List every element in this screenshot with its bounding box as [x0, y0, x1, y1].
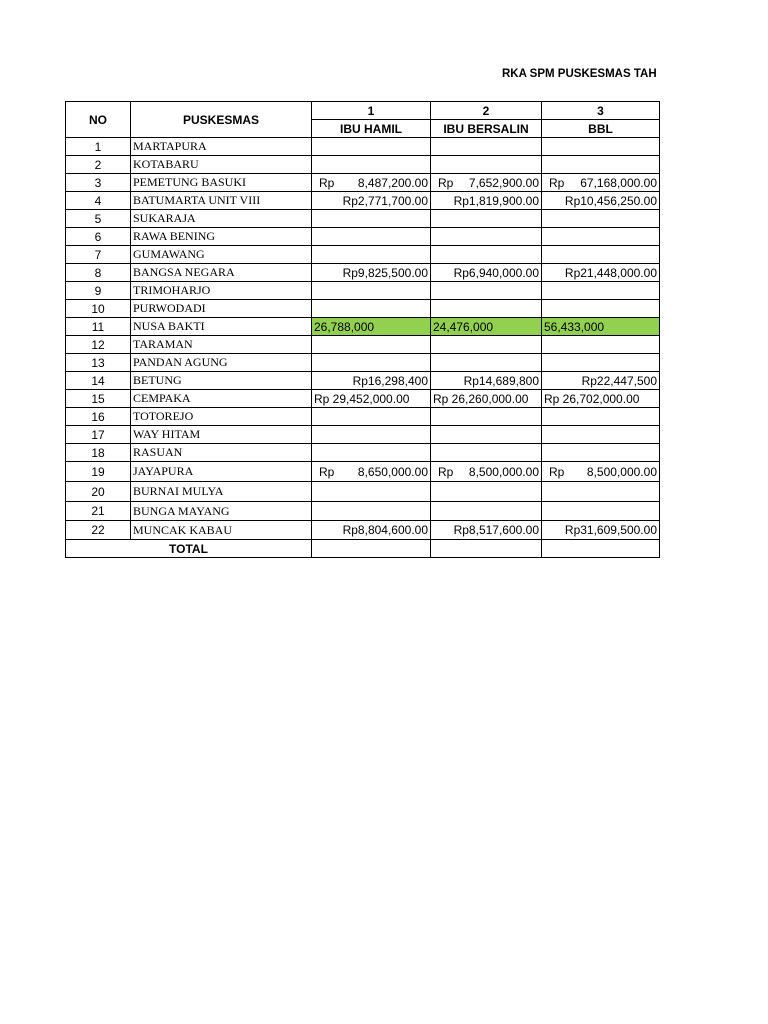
- cell-ibu-hamil: Rp8,804,600.00: [312, 521, 431, 540]
- header-col-number-1: 1: [312, 102, 431, 120]
- cell-ibu-bersalin: Rp14,689,800: [431, 372, 542, 390]
- table-row: [66, 521, 660, 540]
- row-no: 5: [66, 210, 131, 228]
- cell-ibu-hamil: [312, 282, 431, 300]
- cell-ibu-bersalin: [431, 354, 542, 372]
- table-row: [66, 228, 660, 246]
- table-row: [66, 390, 660, 408]
- row-no: 9: [66, 282, 131, 300]
- header-ibu-hamil: IBU HAMIL: [312, 120, 431, 138]
- table-row: [66, 192, 660, 210]
- row-no: 3: [66, 174, 131, 192]
- cell-bbl: [542, 246, 660, 264]
- row-name: MUNCAK KABAU: [131, 521, 312, 540]
- header-no: NO: [66, 102, 131, 138]
- cell-ibu-bersalin: [431, 138, 542, 156]
- table-row: [66, 462, 660, 482]
- row-no: 16: [66, 408, 131, 426]
- cell-bbl: [542, 408, 660, 426]
- cell-bbl: Rp 26,702,000.00: [542, 390, 660, 408]
- currency-label: Rp: [319, 175, 335, 190]
- row-name: KOTABARU: [131, 156, 312, 174]
- row-name: TOTOREJO: [131, 408, 312, 426]
- cell-bbl: [542, 462, 660, 482]
- row-name: BURNAI MULYA: [131, 482, 312, 502]
- row-no: 1: [66, 138, 131, 156]
- cell-ibu-bersalin: [431, 444, 542, 462]
- cell-ibu-hamil: Rp9,825,500.00: [312, 264, 431, 282]
- cell-ibu-bersalin: Rp6,940,000.00: [431, 264, 542, 282]
- row-name: MARTAPURA: [131, 138, 312, 156]
- row-name: GUMAWANG: [131, 246, 312, 264]
- row-no: 8: [66, 264, 131, 282]
- cell-value: 8,487,200.00: [357, 175, 428, 190]
- table-row: [66, 336, 660, 354]
- row-name: TARAMAN: [131, 336, 312, 354]
- row-name: BANGSA NEGARA: [131, 264, 312, 282]
- total-ibu-bersalin: [431, 540, 542, 558]
- row-name: SUKARAJA: [131, 210, 312, 228]
- cell-ibu-hamil: [312, 462, 431, 482]
- row-no: 21: [66, 502, 131, 521]
- cell-ibu-bersalin: [431, 282, 542, 300]
- row-name: JAYAPURA: [131, 462, 312, 482]
- puskesmas-table: [65, 101, 660, 558]
- row-no: 12: [66, 336, 131, 354]
- currency-label: Rp: [438, 175, 454, 190]
- cell-value: 67,168,000.00: [580, 175, 657, 190]
- cell-ibu-hamil: [312, 426, 431, 444]
- table-row: [66, 210, 660, 228]
- row-no: 20: [66, 482, 131, 502]
- cell-ibu-hamil: [312, 174, 431, 192]
- cell-bbl: [542, 282, 660, 300]
- table-row: [66, 156, 660, 174]
- cell-ibu-bersalin: [431, 426, 542, 444]
- cell-bbl: [542, 210, 660, 228]
- cell-ibu-hamil: [312, 482, 431, 502]
- row-no: 18: [66, 444, 131, 462]
- header-ibu-bersalin: IBU BERSALIN: [431, 120, 542, 138]
- cell-ibu-hamil: 26,788,000: [312, 318, 431, 336]
- row-no: 6: [66, 228, 131, 246]
- cell-ibu-bersalin: [431, 462, 542, 482]
- cell-bbl: [542, 336, 660, 354]
- table-row: [66, 408, 660, 426]
- cell-ibu-hamil: [312, 502, 431, 521]
- cell-ibu-hamil: [312, 444, 431, 462]
- cell-bbl: [542, 502, 660, 521]
- row-name: RASUAN: [131, 444, 312, 462]
- table-row: [66, 174, 660, 192]
- sheet-title: RKA SPM PUSKESMAS TAH: [502, 68, 657, 80]
- cell-bbl: [542, 228, 660, 246]
- cell-ibu-hamil: Rp 29,452,000.00: [312, 390, 431, 408]
- row-name: BUNGA MAYANG: [131, 502, 312, 521]
- row-no: 15: [66, 390, 131, 408]
- cell-ibu-bersalin: [431, 174, 542, 192]
- cell-value: 8,500,000.00: [468, 464, 539, 479]
- row-no: 14: [66, 372, 131, 390]
- cell-ibu-hamil: [312, 300, 431, 318]
- header-col-number-3: 3: [542, 102, 660, 120]
- cell-ibu-bersalin: Rp1,819,900.00: [431, 192, 542, 210]
- row-name: RAWA BENING: [131, 228, 312, 246]
- cell-ibu-hamil: [312, 210, 431, 228]
- row-name: PEMETUNG BASUKI: [131, 174, 312, 192]
- row-name: PURWODADI: [131, 300, 312, 318]
- row-name: WAY HITAM: [131, 426, 312, 444]
- row-no: 22: [66, 521, 131, 540]
- total-label: TOTAL: [66, 540, 312, 558]
- cell-ibu-hamil: [312, 336, 431, 354]
- cell-ibu-bersalin: [431, 336, 542, 354]
- row-no: 13: [66, 354, 131, 372]
- cell-ibu-hamil: [312, 246, 431, 264]
- cell-ibu-bersalin: [431, 502, 542, 521]
- cell-value: 7,652,900.00: [468, 175, 539, 190]
- cell-bbl: Rp31,609,500.00: [542, 521, 660, 540]
- row-no: 10: [66, 300, 131, 318]
- currency-label: Rp: [549, 175, 565, 190]
- cell-ibu-bersalin: [431, 246, 542, 264]
- table-row: [66, 502, 660, 521]
- cell-ibu-bersalin: [431, 482, 542, 502]
- cell-ibu-hamil: [312, 354, 431, 372]
- table-row: [66, 138, 660, 156]
- table-row: [66, 282, 660, 300]
- header-col-number-2: 2: [431, 102, 542, 120]
- row-no: 17: [66, 426, 131, 444]
- table-row: [66, 354, 660, 372]
- row-no: 7: [66, 246, 131, 264]
- currency-label: Rp: [438, 464, 454, 479]
- row-name: TRIMOHARJO: [131, 282, 312, 300]
- cell-value: 8,650,000.00: [357, 464, 428, 479]
- cell-bbl: 56,433,000: [542, 318, 660, 336]
- table-row: [66, 444, 660, 462]
- table-row: [66, 372, 660, 390]
- table-row: [66, 246, 660, 264]
- cell-bbl: [542, 426, 660, 444]
- table-row: [66, 482, 660, 502]
- row-name: CEMPAKA: [131, 390, 312, 408]
- cell-value: 8,500,000.00: [586, 464, 657, 479]
- cell-ibu-bersalin: 24,476,000: [431, 318, 542, 336]
- row-no: 19: [66, 462, 131, 482]
- cell-ibu-bersalin: [431, 210, 542, 228]
- cell-ibu-hamil: [312, 228, 431, 246]
- cell-ibu-hamil: [312, 156, 431, 174]
- row-name: BATUMARTA UNIT VIII: [131, 192, 312, 210]
- cell-ibu-hamil: [312, 138, 431, 156]
- row-name: BETUNG: [131, 372, 312, 390]
- cell-bbl: [542, 354, 660, 372]
- cell-ibu-bersalin: [431, 300, 542, 318]
- cell-bbl: [542, 482, 660, 502]
- cell-ibu-bersalin: Rp 26,260,000.00: [431, 390, 542, 408]
- cell-bbl: [542, 300, 660, 318]
- cell-bbl: [542, 138, 660, 156]
- cell-ibu-hamil: Rp2,771,700.00: [312, 192, 431, 210]
- table-row-highlighted: [66, 318, 660, 336]
- cell-ibu-bersalin: [431, 408, 542, 426]
- table-row: [66, 264, 660, 282]
- row-name: NUSA BAKTI: [131, 318, 312, 336]
- cell-ibu-bersalin: [431, 228, 542, 246]
- header-bbl: BBL: [542, 120, 660, 138]
- cell-bbl: [542, 444, 660, 462]
- row-no: 2: [66, 156, 131, 174]
- cell-ibu-bersalin: Rp8,517,600.00: [431, 521, 542, 540]
- row-no: 11: [66, 318, 131, 336]
- table-row: [66, 426, 660, 444]
- total-row: [66, 540, 660, 558]
- cell-bbl: Rp22,447,500: [542, 372, 660, 390]
- row-name: PANDAN AGUNG: [131, 354, 312, 372]
- cell-bbl: Rp21,448,000.00: [542, 264, 660, 282]
- cell-ibu-bersalin: [431, 156, 542, 174]
- cell-ibu-hamil: [312, 408, 431, 426]
- total-ibu-hamil: [312, 540, 431, 558]
- row-no: 4: [66, 192, 131, 210]
- cell-bbl: Rp10,456,250.00: [542, 192, 660, 210]
- header-puskesmas: PUSKESMAS: [131, 102, 312, 138]
- cell-ibu-hamil: Rp16,298,400: [312, 372, 431, 390]
- total-bbl: [542, 540, 660, 558]
- currency-label: Rp: [549, 464, 565, 479]
- cell-bbl: [542, 174, 660, 192]
- currency-label: Rp: [319, 464, 335, 479]
- cell-bbl: [542, 156, 660, 174]
- table-row: [66, 300, 660, 318]
- header-row-numbers: [66, 102, 660, 120]
